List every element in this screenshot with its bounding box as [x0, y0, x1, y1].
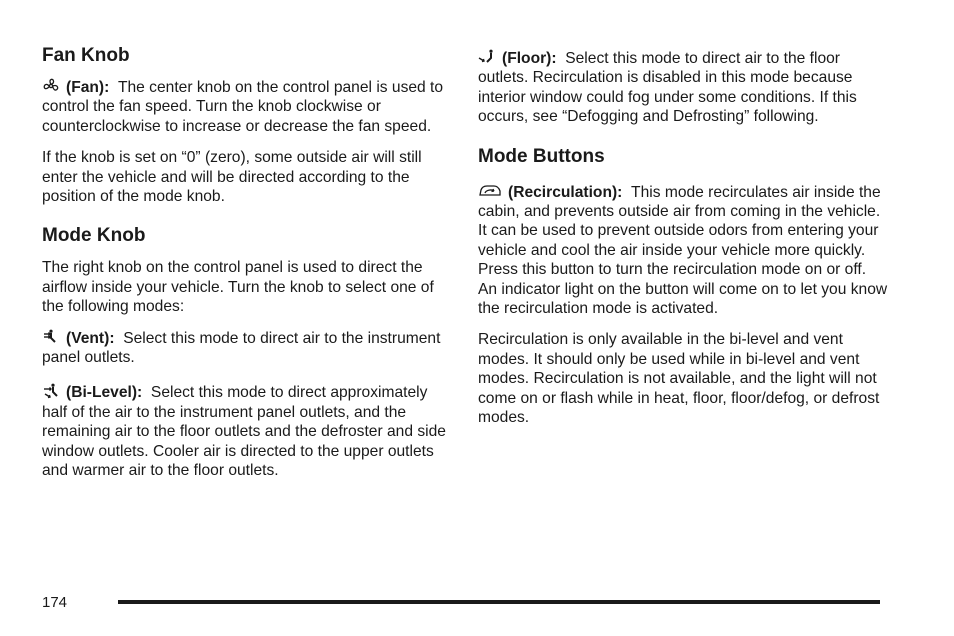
- footer-rule: [118, 600, 880, 604]
- mode-knob-heading: Mode Knob: [42, 225, 146, 247]
- mode-intro-paragraph: The right knob on the control panel is used to direct the airflow inside your vehicle. Turn the knob to select one of the following modes:: [42, 259, 434, 316]
- fan-paragraph: [42, 78, 452, 136]
- recirc-paragraph: [478, 183, 888, 319]
- vent-mode-icon: [42, 329, 60, 345]
- floor-text: Select this mode to direct air to the floor outlets. Recirculation is disabled in this mode because interior window could fog under some conditions. If this occurs, see “Defogging and Defrosting” following.: [478, 50, 857, 126]
- vent-term: (Vent):: [66, 329, 115, 347]
- bilevel-mode-icon: [42, 383, 60, 399]
- fan-zero-paragraph: If the knob is set on “0” (zero), some outside air will still enter the vehicle and will be directed according to the position of the mode knob.: [42, 149, 422, 206]
- bilevel-text: Select this mode to direct approximately half of the air to the instrument panel outlets, and the remaining air to the floor outlets and the defroster and side window outlets. Cooler air is directed to the upper outlets and warmer air to the floor outlets.: [42, 384, 446, 480]
- floor-paragraph: [478, 49, 888, 127]
- recirculation-icon: [478, 183, 502, 199]
- floor-mode-icon: [478, 49, 496, 65]
- fan-term: (Fan):: [66, 79, 110, 96]
- right-column: [478, 44, 888, 440]
- fan-icon: [42, 78, 60, 94]
- bilevel-term: (Bi-Level):: [66, 384, 143, 402]
- vent-paragraph: [42, 329, 452, 368]
- fan-knob-heading: Fan Knob: [42, 45, 130, 66]
- recirc-availability-paragraph: Recirculation is only available in the bi-level and vent modes. It should only be used while in bi-level and vent modes. Recirculation is not available, and the light will not come on or flash while in heat, floor, floor/defog, or defrost modes.: [478, 331, 880, 427]
- left-column: [42, 44, 452, 493]
- bilevel-paragraph: [42, 383, 452, 480]
- page-number: 174: [42, 594, 68, 611]
- recirc-term: (Recirculation):: [508, 183, 623, 201]
- mode-buttons-heading: Mode Buttons: [478, 145, 605, 167]
- fan-text: The center knob on the control panel is used to control the fan speed. Turn the knob clockwise or counterclockwise to increase or decrease the fan speed.: [42, 79, 444, 135]
- recirc-text: This mode recirculates air inside the cabin, and prevents outside air from coming in the vehicle. It can be used to prevent outside odors from entering your vehicle and cool the air inside your vehicle more quickly. Press this button to turn the recirculation mode on or off. An indicator light on the button will come on to let you know the recirculation mode is activated.: [478, 183, 888, 318]
- vent-text: Select this mode to direct air to the instrument panel outlets.: [42, 329, 441, 367]
- floor-term: (Floor):: [502, 50, 557, 67]
